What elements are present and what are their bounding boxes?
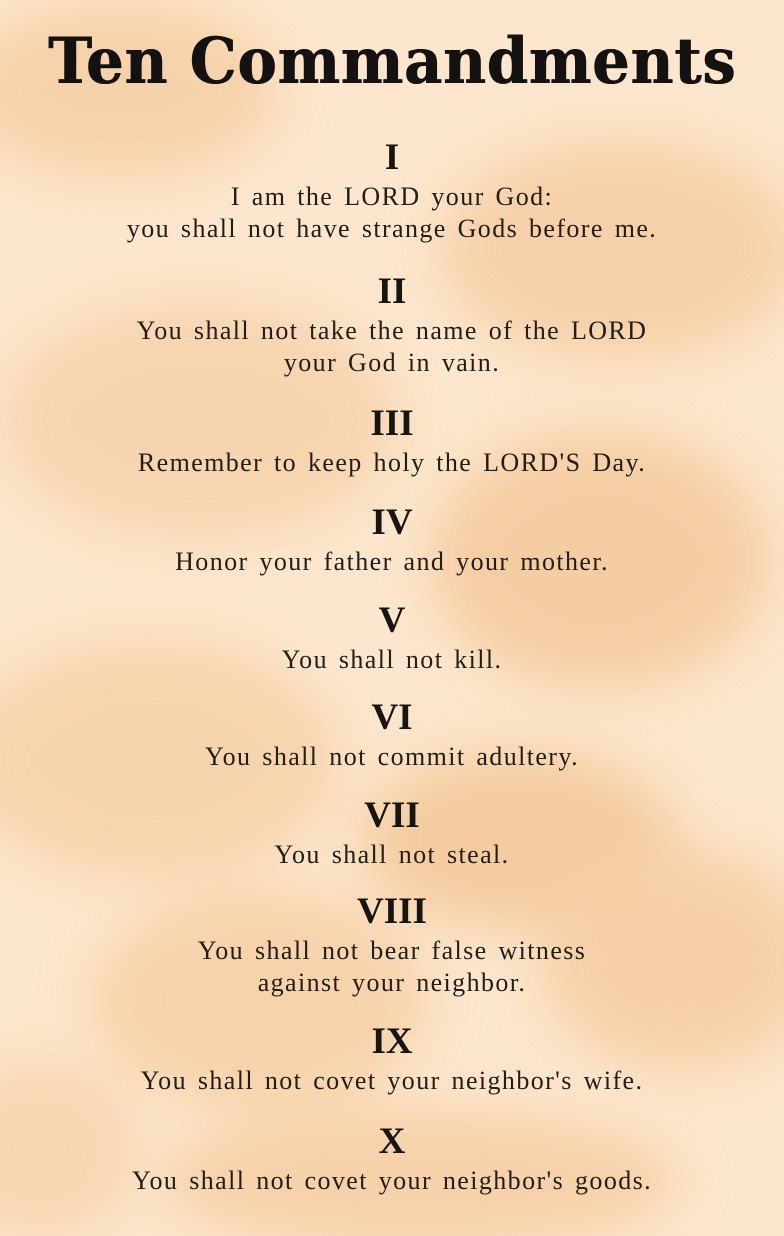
commandment-numeral: III <box>370 403 414 444</box>
commandment-text: Honor your father and your mother. <box>175 547 609 576</box>
commandment-numeral: I <box>384 137 400 178</box>
commandment-6 <box>0 698 784 773</box>
commandment-numeral: IV <box>371 502 413 543</box>
commandment-2 <box>0 272 784 379</box>
commandment-4 <box>0 503 784 578</box>
commandment-text: You shall not take the name of the LORD your God in vain. <box>136 316 648 377</box>
commandment-numeral: VII <box>364 795 420 836</box>
commandment-numeral: II <box>377 271 407 312</box>
commandment-text: You shall not bear false witness against your neighbor. <box>197 936 587 997</box>
commandment-numeral: IX <box>371 1021 413 1062</box>
page-title: Ten Commandments <box>47 24 737 99</box>
commandment-8 <box>0 892 784 999</box>
commandment-numeral: V <box>378 600 406 641</box>
commandment-9 <box>0 1022 784 1097</box>
commandment-numeral: X <box>378 1121 406 1162</box>
commandment-text: Remember to keep holy the LORD'S Day. <box>137 448 647 477</box>
commandment-3 <box>0 404 784 479</box>
commandment-7 <box>0 796 784 871</box>
commandment-1 <box>0 138 784 245</box>
commandment-text: You shall not steal. <box>274 840 510 869</box>
commandment-text: You shall not kill. <box>281 645 503 674</box>
commandment-5 <box>0 601 784 676</box>
commandment-text: I am the LORD your God: you shall not have strange Gods before me. <box>126 182 658 243</box>
commandment-text: You shall not commit adultery. <box>205 742 579 771</box>
commandment-10 <box>0 1122 784 1197</box>
commandment-numeral: VI <box>371 697 413 738</box>
commandment-text: You shall not covet your neighbor's wife. <box>140 1066 644 1095</box>
commandment-numeral: VIII <box>357 891 427 932</box>
commandment-text: You shall not covet your neighbor's goods. <box>131 1166 653 1195</box>
